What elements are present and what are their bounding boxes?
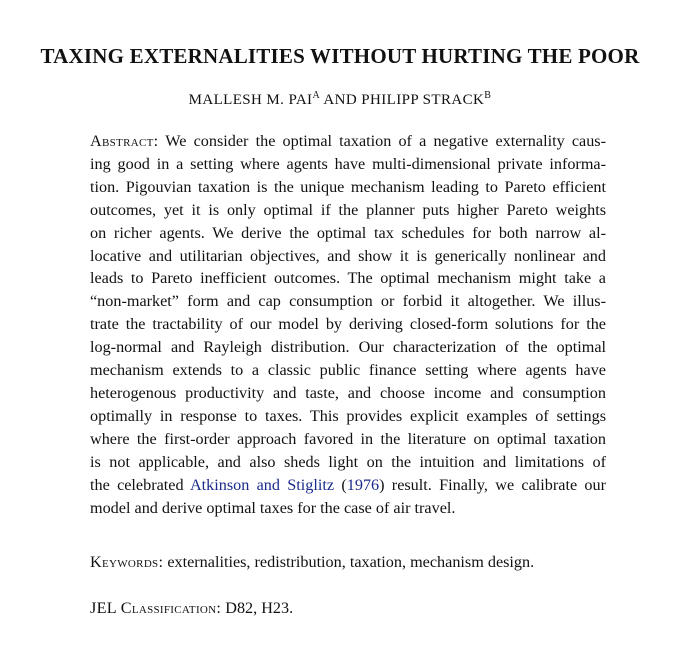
- abstract-line: leads to Pareto inefficient outcomes. The optimal mechanism might take a: [90, 269, 606, 288]
- citation-year-link[interactable]: 1976: [346, 475, 380, 494]
- abstract-text: the celebrated: [90, 475, 190, 494]
- abstract-line: [90, 130, 606, 153]
- abstract-line: outcomes, yet it is only optimal if the planner puts higher Pareto weights: [90, 200, 606, 219]
- abstract-line: where the first-order approach favored in the literature on optimal taxation: [90, 429, 606, 448]
- citation-link[interactable]: Atkinson and Stiglitz: [189, 475, 335, 494]
- abstract-line: on richer agents. We derive the optimal tax schedules for both narrow al-: [90, 223, 606, 242]
- paper-title: TAXING EXTERNALITIES WITHOUT HURTING THE POOR: [40, 44, 640, 68]
- keywords: [90, 553, 534, 572]
- abstract-line: [90, 474, 606, 497]
- author-affiliation: A: [312, 90, 321, 101]
- jel-text: D82, H23.: [221, 599, 294, 617]
- abstract-line: tion. Pigouvian taxation is the unique mechanism leading to Pareto efficient: [90, 177, 606, 196]
- abstract-line: mechanism extends to a classic public finance setting where agents have: [90, 361, 606, 380]
- keywords-text: externalities, redistribution, taxation, mechanism design.: [163, 553, 535, 571]
- abstract-text: We consider the optimal taxation of a negative externality caus-: [158, 132, 606, 150]
- author-connector: AND: [320, 92, 362, 108]
- abstract-line: model and derive optimal taxes for the case of air travel.: [90, 498, 456, 517]
- author-line: [0, 92, 680, 109]
- jel-label: JEL Classification:: [90, 599, 222, 617]
- abstract: [90, 130, 606, 519]
- abstract-line: “non-market” form and cap consumption or forbid it altogether. We illus-: [90, 292, 606, 311]
- author-name: MALLESH M. PAI: [188, 92, 313, 108]
- jel-classification: [90, 599, 293, 618]
- author-name: PHILIPP STRACK: [361, 92, 485, 108]
- abstract-line: ing good in a setting where agents have multi-dimensional private informa-: [90, 154, 606, 173]
- keywords-label: Keywords:: [90, 553, 164, 571]
- abstract-line: is not applicable, and also sheds light on the intuition and limitations of: [90, 452, 606, 471]
- abstract-line: log-normal and Rayleigh distribution. Our characterization of the optimal: [90, 338, 606, 357]
- abstract-line: optimally in response to taxes. This provides explicit examples of settings: [90, 406, 606, 425]
- abstract-line: heterogenous productivity and taste, and choose income and consumption: [90, 383, 606, 402]
- abstract-line: trate the tractability of our model by deriving closed-form solutions for the: [90, 315, 606, 334]
- abstract-line: locative and utilitarian objectives, and show it is generically nonlinear and: [90, 246, 606, 265]
- citation-paren: (: [334, 475, 347, 494]
- abstract-label: Abstract:: [90, 132, 159, 150]
- abstract-text: ) result. Finally, we calibrate our: [379, 475, 607, 494]
- author-affiliation: B: [484, 90, 492, 101]
